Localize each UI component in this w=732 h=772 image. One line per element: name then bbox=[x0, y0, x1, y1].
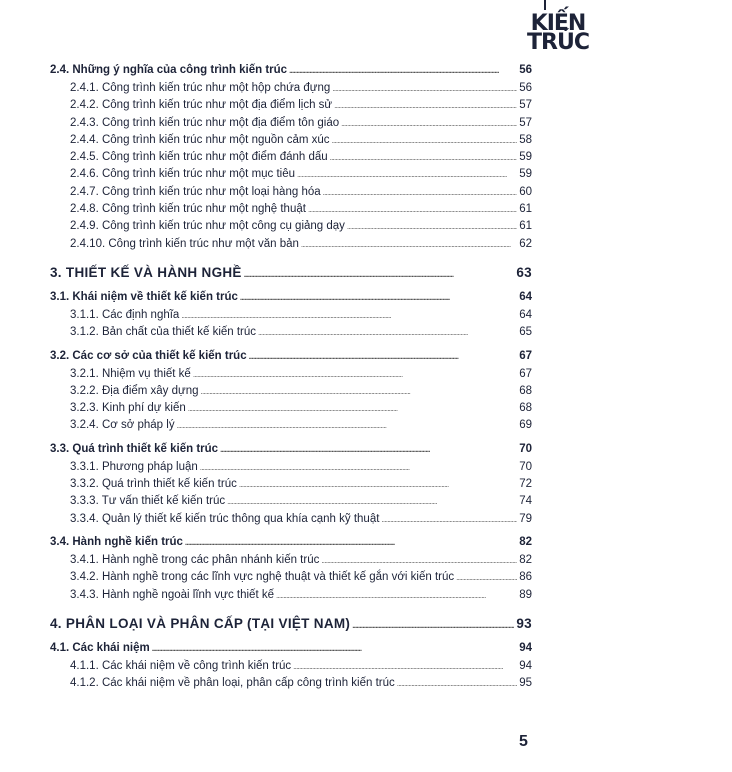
toc-entry-page: 67 bbox=[519, 349, 532, 362]
toc-entry-title: 2.4.4. Công trình kiến trúc như một nguồn cảm xúc bbox=[70, 133, 330, 146]
toc-subsection-row bbox=[50, 660, 532, 677]
toc-entry-title: 2.4.3. Công trình kiến trúc như một địa điểm tôn giáo bbox=[70, 116, 340, 129]
toc-entry-title: 3.2.2. Địa điểm xây dựng bbox=[70, 384, 199, 397]
toc-entry-title: 4.1. Các khái niệm bbox=[50, 641, 150, 654]
toc-chapter-row bbox=[50, 616, 532, 636]
toc-entry-page: 64 bbox=[519, 290, 532, 303]
toc-entry-title: 3.4. Hành nghề kiến trúc bbox=[50, 535, 183, 548]
toc-entry-title: 2.4.10. Công trình kiến trúc như một văn bản bbox=[70, 237, 299, 250]
toc-entry-title: 3.2.1. Nhiệm vụ thiết kế bbox=[70, 367, 191, 380]
toc-entry-title: 2.4.6. Công trình kiến trúc như một mục tiêu bbox=[70, 168, 296, 181]
toc-dot-leader bbox=[332, 134, 518, 146]
toc-entry-title: 4.1.2. Các khái niệm về phân loại, phân cấp công trình kiến trúc bbox=[70, 677, 395, 690]
toc-entry-page: 70 bbox=[519, 442, 532, 455]
toc-entry-page: 93 bbox=[516, 615, 532, 631]
toc-entry-page: 68 bbox=[519, 402, 532, 415]
toc-dot-leader bbox=[188, 402, 517, 414]
toc-subsection-row bbox=[50, 677, 532, 694]
toc-subsection-row bbox=[50, 238, 532, 255]
toc-entry-title: 2.4.9. Công trình kiến trúc như một công cụ giảng dạy bbox=[70, 220, 345, 233]
toc-subsection-row bbox=[50, 513, 532, 530]
toc-dot-leader bbox=[456, 571, 517, 583]
toc-section-row bbox=[50, 536, 532, 554]
toc-entry-title: 2.4.1. Công trình kiến trúc như một hộp chứa đựng bbox=[70, 82, 331, 94]
toc-dot-leader bbox=[347, 220, 517, 232]
toc-entry-title: 2.4. Những ý nghĩa của công trình kiến trúc bbox=[50, 64, 288, 76]
toc-entry-page: 79 bbox=[519, 512, 532, 525]
toc-entry-page: 72 bbox=[519, 478, 532, 491]
toc-subsection-row bbox=[50, 134, 532, 151]
toc-entry-title: 3.3.1. Phương pháp luận bbox=[70, 460, 198, 473]
toc-entry-title: 3.4.1. Hành nghề trong các phân nhánh kiến trúc bbox=[70, 553, 320, 566]
toc-entry-title: 3.3. Quá trình thiết kế kiến trúc bbox=[50, 442, 219, 455]
toc-dot-leader bbox=[308, 203, 517, 215]
toc-dot-leader bbox=[152, 642, 517, 654]
toc-entry-page: 94 bbox=[519, 659, 532, 672]
toc-entry-page: 82 bbox=[519, 553, 532, 566]
toc-entry-page: 68 bbox=[519, 384, 532, 397]
toc-entry-page: 67 bbox=[519, 367, 532, 380]
toc-dot-leader bbox=[297, 168, 517, 180]
toc-dot-leader bbox=[289, 64, 517, 76]
toc-entry-page: 86 bbox=[519, 571, 532, 584]
toc-entry-title: 3.3.2. Quá trình thiết kế kiến trúc bbox=[70, 478, 237, 491]
page-number: 5 bbox=[519, 733, 528, 750]
toc-dot-leader bbox=[258, 326, 517, 338]
toc-dot-leader bbox=[201, 385, 518, 397]
toc-subsection-row bbox=[50, 220, 532, 237]
toc-dot-leader bbox=[323, 186, 518, 198]
toc-dot-leader bbox=[332, 82, 517, 94]
toc-entry-page: 57 bbox=[519, 99, 532, 112]
toc-subsection-row bbox=[50, 309, 532, 326]
toc-dot-leader bbox=[220, 443, 517, 455]
toc-entry-page: 64 bbox=[519, 308, 532, 321]
toc-entry-page: 59 bbox=[519, 168, 532, 181]
toc-dot-leader bbox=[321, 554, 517, 566]
toc-entry-page: 69 bbox=[519, 419, 532, 432]
toc-subsection-row bbox=[50, 99, 532, 116]
toc-entry-page: 56 bbox=[519, 82, 532, 94]
publisher-logo bbox=[523, 11, 593, 55]
toc-entry-page: 62 bbox=[519, 237, 532, 250]
toc-entry-title: 3.1.2. Bản chất của thiết kế kiến trúc bbox=[70, 326, 257, 339]
toc-entry-title: 3.4.2. Hành nghề trong các lĩnh vực nghệ thuật và thiết kế gắn với kiến trúc bbox=[70, 571, 455, 584]
toc-subsection-row bbox=[50, 385, 532, 402]
toc-subsection-row bbox=[50, 368, 532, 385]
toc-dot-leader bbox=[177, 419, 518, 431]
toc-subsection-row bbox=[50, 168, 532, 185]
toc-entry-page: 61 bbox=[519, 220, 532, 233]
toc-entry-title: 2.4.5. Công trình kiến trúc như một điểm đánh dấu bbox=[70, 151, 328, 164]
toc-subsection-row bbox=[50, 402, 532, 419]
toc-entry-title: 4.1.1. Các khái niệm về công trình kiến trúc bbox=[70, 659, 292, 672]
toc-subsection-row bbox=[50, 478, 532, 495]
toc-entry-title: 2.4.8. Công trình kiến trúc như một nghệ thuật bbox=[70, 203, 306, 216]
logo-line-1: KIẾN bbox=[530, 11, 586, 36]
toc-dot-leader bbox=[249, 350, 518, 362]
toc-dot-leader bbox=[301, 238, 517, 250]
toc-subsection-row bbox=[50, 151, 532, 168]
toc-section-row bbox=[50, 443, 532, 461]
toc-entry-page: 58 bbox=[519, 133, 532, 146]
toc-entry-title: 3.2.4. Cơ sở pháp lý bbox=[70, 419, 175, 432]
toc-dot-leader bbox=[330, 151, 518, 163]
toc-subsection-row bbox=[50, 495, 532, 512]
toc-entry-page: 74 bbox=[519, 495, 532, 508]
toc-chapter-row bbox=[50, 265, 532, 285]
toc-section-row bbox=[50, 291, 532, 309]
toc-dot-leader bbox=[193, 368, 517, 380]
toc-dot-leader bbox=[293, 660, 517, 672]
toc-section-row bbox=[50, 350, 532, 368]
toc-entry-page: 63 bbox=[516, 264, 532, 280]
toc-entry-page: 94 bbox=[519, 641, 532, 654]
toc-subsection-row bbox=[50, 419, 532, 436]
toc-subsection-row bbox=[50, 82, 532, 99]
toc-entry-title: 3.2. Các cơ sở của thiết kế kiến trúc bbox=[50, 349, 247, 362]
toc-subsection-row bbox=[50, 554, 532, 571]
toc-dot-leader bbox=[334, 99, 517, 111]
toc-entry-page: 65 bbox=[519, 326, 532, 339]
toc-dot-leader bbox=[181, 309, 517, 321]
toc-entry-page: 57 bbox=[519, 116, 532, 129]
toc-entry-page: 82 bbox=[519, 535, 532, 548]
toc-dot-leader bbox=[200, 461, 517, 473]
toc-entry-title: 3.3.3. Tư vấn thiết kế kiến trúc bbox=[70, 495, 226, 508]
toc-entry-title: 3.4.3. Hành nghề ngoài lĩnh vực thiết kế bbox=[70, 588, 274, 601]
toc-entry-title: 2.4.2. Công trình kiến trúc như một địa điểm lịch sử bbox=[70, 99, 333, 112]
toc-dot-leader bbox=[185, 536, 517, 548]
toc-entry-title: 3.1. Khái niệm về thiết kế kiến trúc bbox=[50, 290, 238, 303]
toc-dot-leader bbox=[276, 589, 517, 601]
toc-dot-leader bbox=[239, 478, 517, 490]
toc-subsection-row bbox=[50, 186, 532, 203]
toc-entry-page: 89 bbox=[519, 588, 532, 601]
toc-entry-title: 3. THIẾT KẾ VÀ HÀNH NGHỀ bbox=[50, 264, 242, 280]
toc-subsection-row bbox=[50, 203, 532, 220]
toc-entry-page: 60 bbox=[519, 185, 532, 198]
toc-subsection-row bbox=[50, 571, 532, 588]
toc-entry-title: 3.3.4. Quản lý thiết kế kiến trúc thông qua khía cạnh kỹ thuật bbox=[70, 512, 380, 525]
toc-entry-page: 56 bbox=[519, 64, 532, 76]
toc-subsection-row bbox=[50, 117, 532, 134]
toc-dot-leader bbox=[381, 513, 517, 525]
toc-entry-page: 95 bbox=[519, 677, 532, 690]
toc-subsection-row bbox=[50, 461, 532, 478]
toc-entry-page: 59 bbox=[519, 151, 532, 164]
toc-entry-page: 61 bbox=[519, 203, 532, 216]
toc-entry-title: 4. PHÂN LOẠI VÀ PHÂN CẤP (TẠI VIỆT NAM) bbox=[50, 615, 351, 631]
toc-section-row bbox=[50, 64, 532, 82]
logo-line-2: TRÚC bbox=[527, 30, 589, 55]
toc-dot-leader bbox=[397, 677, 517, 689]
toc-dot-leader bbox=[244, 265, 515, 280]
toc-entry-title: 3.1.1. Các định nghĩa bbox=[70, 308, 180, 321]
table-of-contents bbox=[50, 64, 532, 694]
toc-entry-page: 70 bbox=[519, 460, 532, 473]
logo-tick-mark bbox=[544, 0, 546, 10]
toc-section-row bbox=[50, 642, 532, 660]
toc-entry-title: 3.2.3. Kinh phí dự kiến bbox=[70, 402, 186, 415]
toc-dot-leader bbox=[341, 117, 517, 129]
toc-dot-leader bbox=[240, 291, 517, 303]
toc-subsection-row bbox=[50, 326, 532, 343]
toc-entry-title: 2.4.7. Công trình kiến trúc như một loại hàng hóa bbox=[70, 185, 321, 198]
toc-dot-leader bbox=[352, 616, 514, 631]
toc-dot-leader bbox=[227, 495, 517, 507]
toc-subsection-row bbox=[50, 589, 532, 606]
